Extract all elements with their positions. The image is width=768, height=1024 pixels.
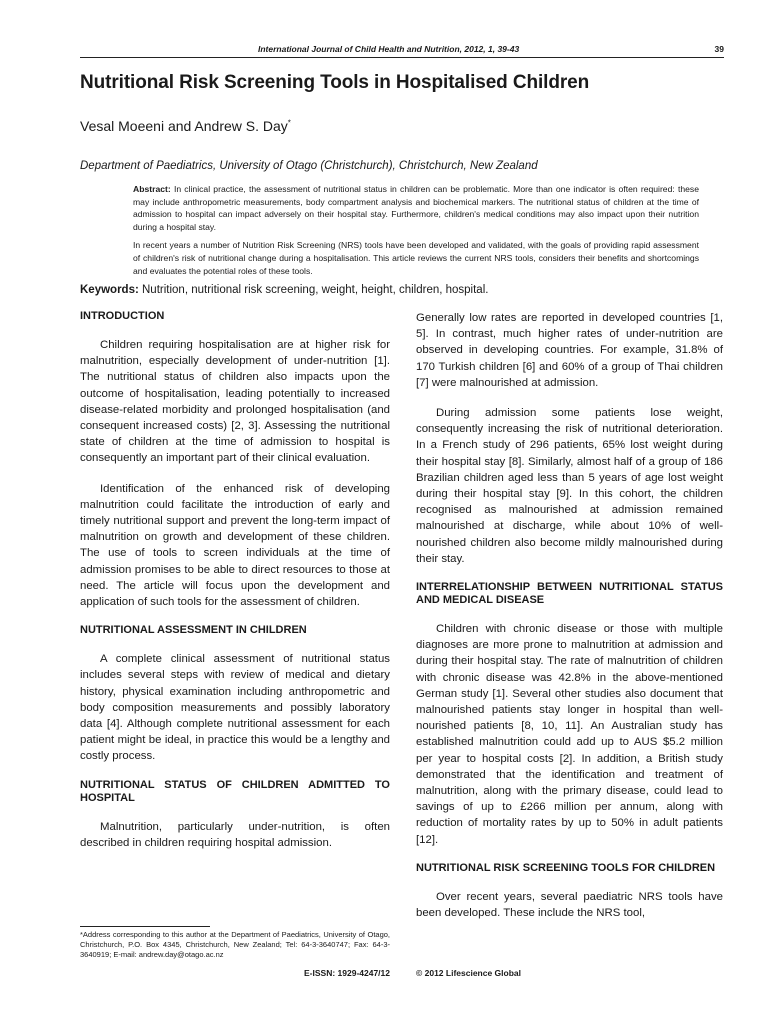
article-title: Nutritional Risk Screening Tools in Hospitalised Children: [80, 72, 590, 93]
correspondence-footnote: *Address corresponding to this author at the Department of Paediatrics, University of Otago, Christchurch, P.O. Box 4345, Christchurch, New Zealand; Tel: 64-3-3640747; Fax: 64-3-3640919; E-mail: andrew.day@otago.ac.nz: [80, 930, 390, 959]
keywords-label: Keywords:: [80, 284, 139, 296]
page-number: 39: [714, 44, 724, 54]
body-paragraph: Malnutrition, particularly under-nutrition, is often described in children requiring hospital admission.: [80, 820, 390, 849]
footer-copyright: © 2012 Lifescience Global: [416, 968, 522, 978]
body-paragraph: A complete clinical assessment of nutritional status includes several steps with review of medical and dietary history, physical examination including anthropometric and body composition measurements and possibly laboratory data [4]. Although complete nutritional assessment for each patient might be ideal, in practice this would be a lengthy and costly process.: [80, 653, 390, 763]
section-heading: NUTRITIONAL ASSESSMENT IN CHILDREN: [80, 624, 307, 637]
body-paragraph: Children with chronic disease or those with multiple diagnoses are more prone to malnutrition at admission and during their hospital stay. The rate of malnutrition of children with chronic disease was 42.8% in the above-mentioned German study [1]. Several other studies also document that malnourished patients stay longer in hospital than well-nourished patients [8, 10, 11]. An Australian study has established malnutrition could add up to AUS $5.2 million per year to hospital costs [2]. In addition, a British study demonstrated that the identification and treatment of malnutrition, along with the primary disease, could lead to savings of up to £266 million per annum, along with reduction of mortality rates by up to 50% in adult patients [12].: [416, 623, 723, 846]
footer-issn: E-ISSN: 1929-4247/12: [304, 968, 390, 978]
abstract-paragraph: [133, 183, 699, 233]
abstract-paragraph: In recent years a number of Nutrition Risk Screening (NRS) tools have been developed and validated, with the goals of providing rapid assessment of children's risk of nutritional change during a hospitalisation. This article reviews the current NRS tools, considers their benefits and shortcomings and evaluates the potential roles of these tools.: [133, 240, 699, 276]
body-paragraph: Identification of the enhanced risk of developing malnutrition could facilitate the introduction of early and timely nutritional support and prevent the long-term impact of malnutrition on growth and development of these children. The use of tools to screen individuals at the time of admission promises to be able to direct resources to those at need. The article will focus upon the development and application of such tools for the assessment of children.: [80, 482, 390, 609]
section-heading: NUTRITIONAL STATUS OF CHILDREN ADMITTED TO HOSPITAL: [80, 778, 390, 804]
author-line: [80, 118, 291, 134]
body-paragraph: Children requiring hospitalisation are at higher risk for malnutrition, especially development of under-nutrition [1]. The nutritional status of children also impacts upon the outcome of hospitalisation, leading potentially to increased disease-related morbidity and prolonged hospitalisation (and consequent increased costs) [2, 3]. Assessing the nutritional state of children at the time of admission to hospital is consequently an important part of their clinical evaluation.: [80, 339, 390, 465]
abstract-label: Abstract:: [133, 184, 171, 194]
keywords-text: Nutrition, nutritional risk screening, weight, height, children, hospital.: [142, 284, 489, 296]
body-paragraph: Over recent years, several paediatric NRS tools have been developed. These include the NRS tool,: [416, 890, 723, 920]
corresponding-author-mark: *: [287, 118, 291, 128]
abstract: [133, 183, 699, 283]
section-heading: INTRODUCTION: [80, 310, 165, 322]
right-column: [416, 310, 723, 935]
abstract-text: In clinical practice, the assessment of nutritional status in children can be problematic. More than one indicator is often required: these may include anthropometric measurements, body compartment analysis and biochemical markers. The nutritional status of children at the time of admission to hospital can impact adversely on their hospital stay. Furthermore, children's medical conditions may also impact upon their nutrition during a hospital stay.: [133, 184, 699, 232]
section-heading: NUTRITIONAL RISK SCREENING TOOLS FOR CHILDREN: [416, 861, 716, 874]
section-heading: INTERRELATIONSHIP BETWEEN NUTRITIONAL STATUS AND MEDICAL DISEASE: [416, 581, 723, 607]
journal-citation: International Journal of Child Health and Nutrition, 2012, 1, 39-43: [258, 44, 520, 54]
affiliation: Department of Paediatrics, University of Otago (Christchurch), Christchurch, New Zealand: [80, 160, 538, 172]
left-column: [80, 310, 390, 865]
body-paragraph: During admission some patients lose weight, consequently increasing the risk of nutritional deterioration. In a French study of 296 patients, 65% lost weight during their hospital stay [8]. Similarly, almost half of a group of 186 Brazilian children aged less than 5 years of age lost weight during their hospital stay [9]. In this cohort, the children recognised as malnourished at admission remained malnourished at discharge, while about 10% of well-nourished children also become mildly malnourished during their stay.: [416, 407, 723, 565]
keywords: [80, 284, 488, 296]
footnote-rule: [80, 926, 210, 927]
header-rule: [80, 57, 724, 58]
body-paragraph: Generally low rates are reported in developed countries [1, 5]. In contrast, much higher rates of under-nutrition are observed in developing countries. For example, 31.8% of 170 Turkish children [6] and 60% of a group of Thai children [7] were malnourished at admission.: [416, 312, 723, 389]
authors: Vesal Moeeni and Andrew S. Day: [80, 118, 288, 134]
